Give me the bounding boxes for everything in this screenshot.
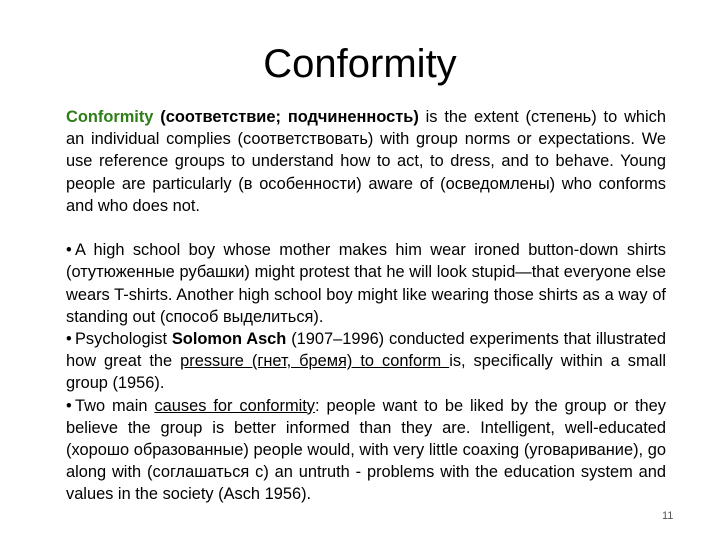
bullet-1-text: A high school boy whose mother makes him wear ironed button-down shirts (отутюженные рубашки) might protest that he will look stupid—that everyone else wears T-shirts. Another high school boy might like wearing those shirts as a way of standing out (способ выделиться). [66,241,666,326]
bullet-icon: • [66,396,72,415]
slide-body [66,106,666,506]
bullet-icon: • [66,330,72,349]
bullet-item-2 [66,328,666,395]
definition-paragraph [66,106,666,217]
page-number: 11 [662,510,674,522]
bullet-2-text-middle: (1907–1996) conducted experiments that illustrated how great the [66,330,666,371]
bullet-3-text-before: Two main [75,396,155,415]
bullet-icon: • [66,241,72,260]
bullet-2-underlined-link[interactable]: pressure (гнет, бремя) to conform [180,352,450,371]
bullet-2-text-after: is, specifically within a small group (1956). [66,352,666,393]
paragraph-spacer [66,217,666,239]
definition-text: is the extent (степень) to which an individual complies (соответствовать) with group norms or expectations. We use reference groups to understand how to act, to dress, and to behave. Young people are particularly (в особенности) aware of (осведомлены) who conforms and who does not. [66,108,666,215]
bullet-3-text-after: : people want to be liked by the group or they believe the group is better informed than they are. Intelligent, well-educated (хорошо образованные) people would, with very little coaxing (уговаривание), go along with (соглашаться с) an untruth - problems with the education system and values in the society (Asch 1956). [66,396,666,504]
bullet-2-text-before: Psychologist [75,330,172,349]
definition-term-translation: (соответствие; подчиненность) [153,108,419,126]
bullet-3-underlined-link[interactable]: causes for conformity [154,396,316,415]
bullet-2-bold-name: Solomon Asch [171,330,287,349]
definition-term: Conformity [66,108,154,126]
slide-title: Conformity [263,42,457,86]
bullet-item-3 [66,395,666,506]
bullet-item-1 [66,239,666,328]
